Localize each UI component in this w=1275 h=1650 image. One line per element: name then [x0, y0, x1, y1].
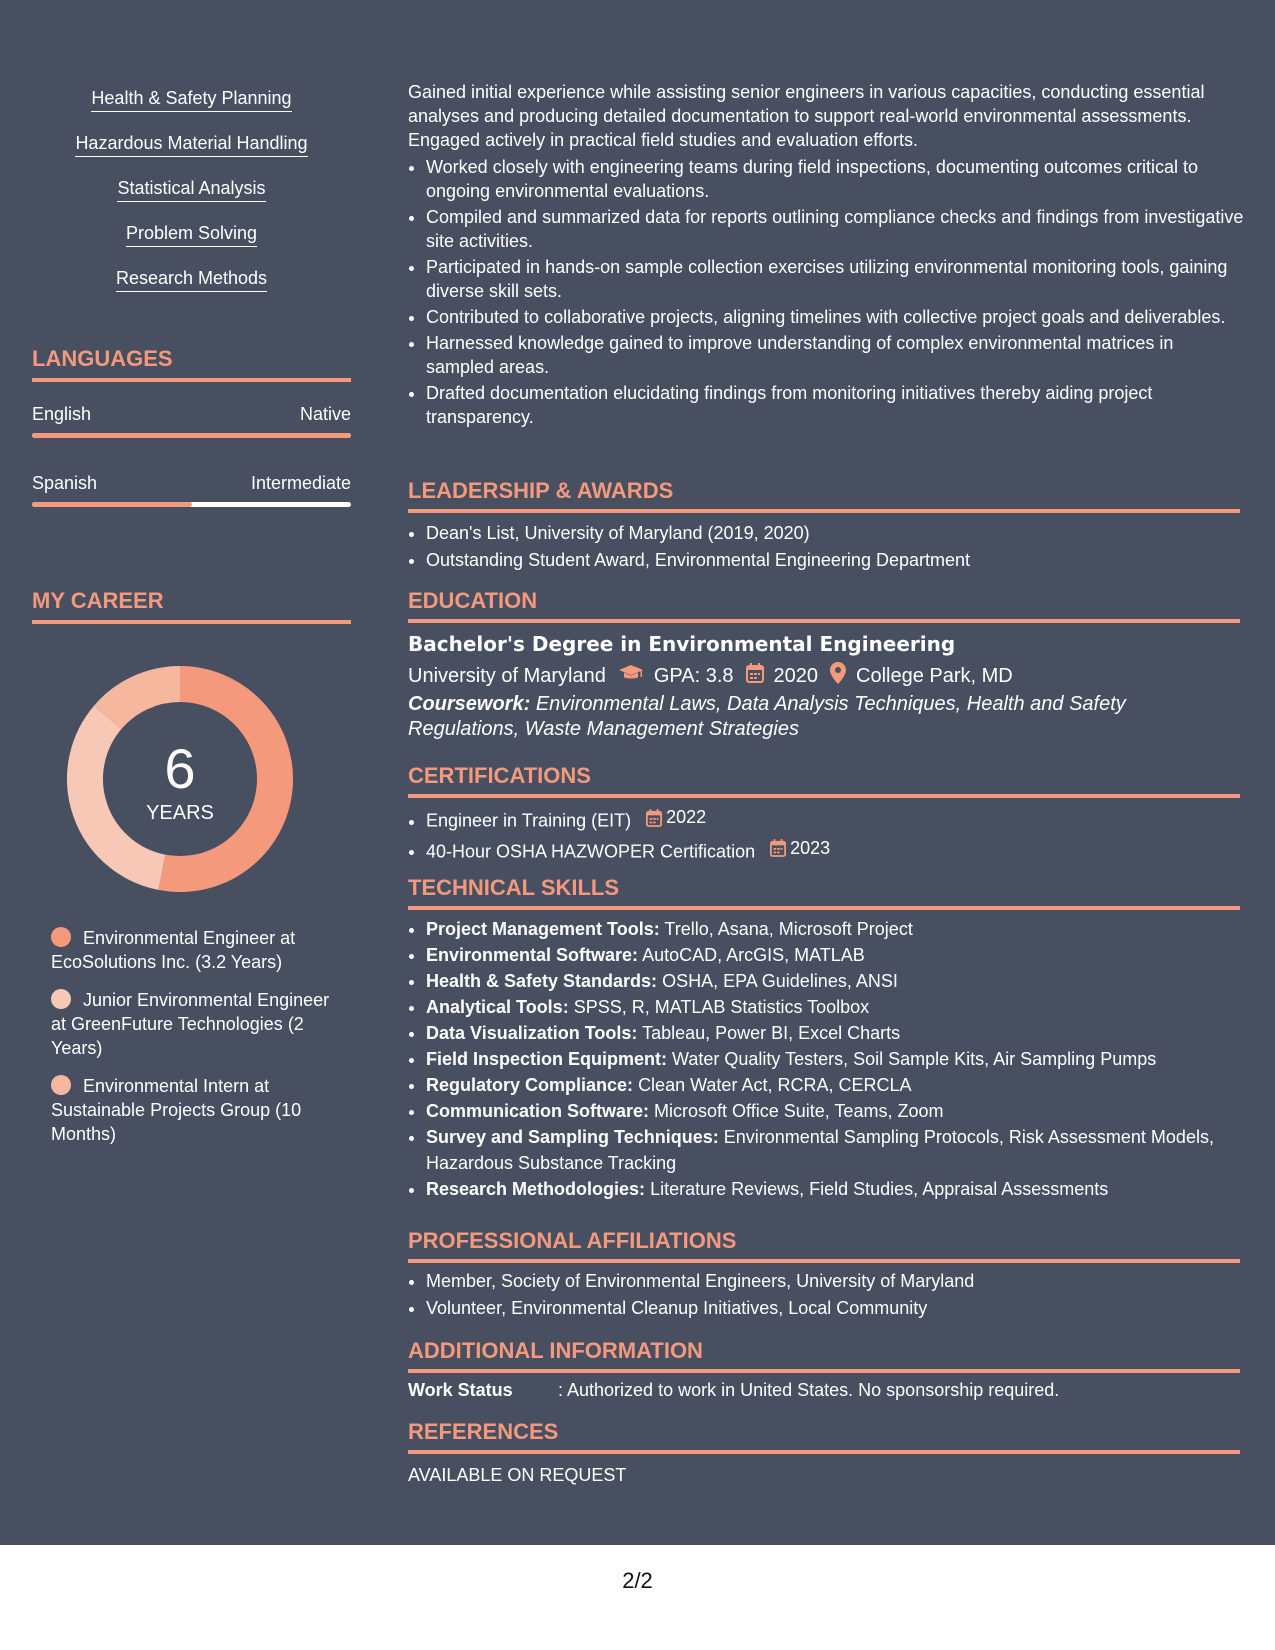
certification-item — [426, 804, 1246, 835]
skill-values: Literature Reviews, Field Studies, Appraisal Assessments — [650, 1179, 1109, 1199]
coursework-list: Environmental Laws, Data Analysis Techniques, Health and Safety Regulations, Waste Management Strategies — [408, 693, 1126, 740]
legend-dot — [51, 1075, 71, 1095]
work-status-value: : Authorized to work in United States. No sponsorship required. — [558, 1380, 1060, 1400]
language-name: English — [32, 404, 92, 424]
language-row-english — [32, 404, 351, 425]
certifications-heading: CERTIFICATIONS — [408, 763, 1240, 798]
additional-info-heading: ADDITIONAL INFORMATION — [408, 1338, 1240, 1373]
technical-skill-item — [426, 994, 1246, 1020]
technical-skill-item — [426, 1124, 1246, 1176]
language-level: Intermediate — [250, 473, 351, 493]
career-donut-chart — [67, 666, 293, 892]
leadership-heading: LEADERSHIP & AWARDS — [408, 478, 1240, 513]
certification-year: 2023 — [790, 837, 831, 858]
skill-category: Analytical Tools: — [426, 997, 569, 1017]
technical-skill-item — [426, 942, 1246, 968]
graduation-year: 2020 — [773, 664, 819, 687]
language-row-spanish — [32, 473, 351, 494]
skill-category: Communication Software: — [426, 1101, 650, 1121]
donut-segment — [85, 717, 162, 872]
language-level: Native — [299, 404, 351, 424]
certification-year: 2022 — [666, 807, 707, 827]
technical-skills-list — [408, 916, 1246, 1202]
skill-item: Health & Safety Planning — [32, 88, 351, 109]
education-details — [408, 662, 1013, 690]
leadership-item: • Outstanding Student Award, Environmental Engineering Department — [426, 547, 1246, 574]
skill-category: Regulatory Compliance: — [426, 1075, 634, 1095]
skill-category: Environmental Software: — [426, 945, 639, 965]
skill-category: Data Visualization Tools: — [426, 1023, 638, 1043]
school-name: University of Maryland — [408, 664, 606, 687]
degree-title: Bachelor's Degree in Environmental Engineering — [408, 632, 956, 656]
technical-skill-item — [426, 1046, 1246, 1072]
affiliation-item: • Member, Society of Environmental Engineers, University of Maryland — [426, 1268, 1246, 1295]
work-status — [408, 1380, 1059, 1401]
experience-summary: Gained initial experience while assisting senior engineers in various capacities, conducting essential analyses and producing detailed documentation to support real-world environmental assessments. Engaged actively in practical field studies and evaluation efforts. — [408, 82, 1205, 150]
page-footer — [0, 1545, 1275, 1650]
career-legend-item: Environmental Intern at Sustainable Projects Group (10 Months) — [51, 1076, 302, 1144]
donut-segment — [108, 684, 180, 717]
skill-values: SPSS, R, MATLAB Statistics Toolbox — [573, 997, 870, 1017]
legend-dot — [51, 989, 71, 1009]
experience-bullet: • Harnessed knowledge gained to improve understanding of complex environmental matrices in sampled areas. — [426, 331, 1246, 379]
skill-category: Field Inspection Equipment: — [426, 1049, 668, 1069]
experience-bullet: • Participated in hands-on sample collection exercises utilizing environmental monitoring tools, gaining diverse skill sets. — [426, 255, 1246, 303]
skill-category: Health & Safety Standards: — [426, 971, 658, 991]
skill-category: Survey and Sampling Techniques: — [426, 1127, 719, 1147]
certifications-list — [408, 804, 1246, 865]
skill-item: Problem Solving — [32, 223, 351, 244]
technical-skills-heading: TECHNICAL SKILLS — [408, 875, 1240, 910]
technical-skill-item — [426, 916, 1246, 942]
certification-name: 40-Hour OSHA HAZWOPER Certification — [426, 841, 756, 861]
affiliation-item: • Volunteer, Environmental Cleanup Initiatives, Local Community — [426, 1295, 1246, 1322]
skill-item: Statistical Analysis — [32, 178, 351, 199]
skill-values: Clean Water Act, RCRA, CERCLA — [638, 1075, 912, 1095]
legend-dot — [51, 927, 71, 947]
location-pin-icon — [830, 662, 846, 690]
calendar-icon — [770, 839, 786, 857]
technical-skill-item — [426, 1072, 1246, 1098]
skill-values: Tableau, Power BI, Excel Charts — [642, 1023, 901, 1043]
experience-bullets — [408, 155, 1246, 429]
affiliations-heading: PROFESSIONAL AFFILIATIONS — [408, 1228, 1240, 1263]
experience-bullet: • Drafted documentation elucidating findings from monitoring initiatives thereby aiding project transparency. — [426, 381, 1246, 429]
language-name: Spanish — [32, 473, 98, 493]
experience-bullet: • Contributed to collaborative projects, aligning timelines with collective project goals and deliverables. — [426, 305, 1246, 329]
technical-skill-item — [426, 1020, 1246, 1046]
skill-item: Research Methods — [32, 268, 351, 289]
skill-values: AutoCAD, ArcGIS, MATLAB — [642, 945, 865, 965]
language-bar-fill — [32, 433, 351, 438]
coursework — [408, 692, 1148, 742]
gpa: GPA: 3.8 — [653, 664, 734, 687]
skill-values: Water Quality Testers, Soil Sample Kits, Air Sampling Pumps — [672, 1049, 1157, 1069]
technical-skill-item — [426, 1176, 1246, 1202]
language-bar-english — [32, 433, 351, 438]
leadership-item: • Dean's List, University of Maryland (2019, 2020) — [426, 520, 1246, 547]
certification-name: Engineer in Training (EIT) — [426, 810, 632, 831]
skill-values: Trello, Asana, Microsoft Project — [664, 919, 913, 939]
technical-skill-item — [426, 968, 1246, 994]
career-legend-item: Environmental Engineer at EcoSolutions Inc. (3.2 Years) — [51, 928, 296, 972]
skill-item: Hazardous Material Handling — [32, 133, 351, 154]
education-heading: EDUCATION — [408, 588, 1240, 623]
coursework-label: Coursework: — [408, 693, 531, 715]
references-heading: REFERENCES — [408, 1419, 1240, 1454]
skill-category: Research Methodologies: — [426, 1179, 646, 1199]
references-text: AVAILABLE ON REQUEST — [408, 1465, 627, 1485]
graduation-cap-icon — [618, 664, 644, 688]
certification-item — [426, 835, 1246, 866]
leadership-list — [408, 520, 1246, 574]
skill-values: Microsoft Office Suite, Teams, Zoom — [654, 1101, 944, 1121]
experience-bullet: • Worked closely with engineering teams during field inspections, documenting outcomes critical to ongoing environmental evaluations. — [426, 155, 1246, 203]
experience-bullet: • Compiled and summarized data for reports outlining compliance checks and findings from investigative site activities. — [426, 205, 1246, 253]
page-number: 2/2 — [622, 1568, 653, 1593]
skill-category: Project Management Tools: — [426, 919, 660, 939]
school-location: College Park, MD — [856, 664, 1013, 687]
career-total: 6 — [164, 737, 196, 800]
calendar-icon — [646, 809, 662, 827]
languages-heading: LANGUAGES — [32, 346, 351, 382]
calendar-icon — [746, 663, 764, 689]
career-unit: YEARS — [146, 802, 214, 824]
affiliations-list — [408, 1268, 1246, 1322]
skill-values: OSHA, EPA Guidelines, ANSI — [662, 971, 898, 991]
career-heading: MY CAREER — [32, 588, 351, 624]
skill-values: Environmental Sampling Protocols, Risk Assessment Models, Hazardous Substance Tracking — [426, 1127, 1214, 1173]
career-legend-item: Junior Environmental Engineer at GreenFuture Technologies (2 Years) — [51, 990, 330, 1058]
language-bar-spanish — [32, 502, 351, 507]
work-status-label: Work Status — [408, 1380, 513, 1400]
technical-skill-item — [426, 1098, 1246, 1124]
language-bar-fill — [32, 502, 192, 507]
